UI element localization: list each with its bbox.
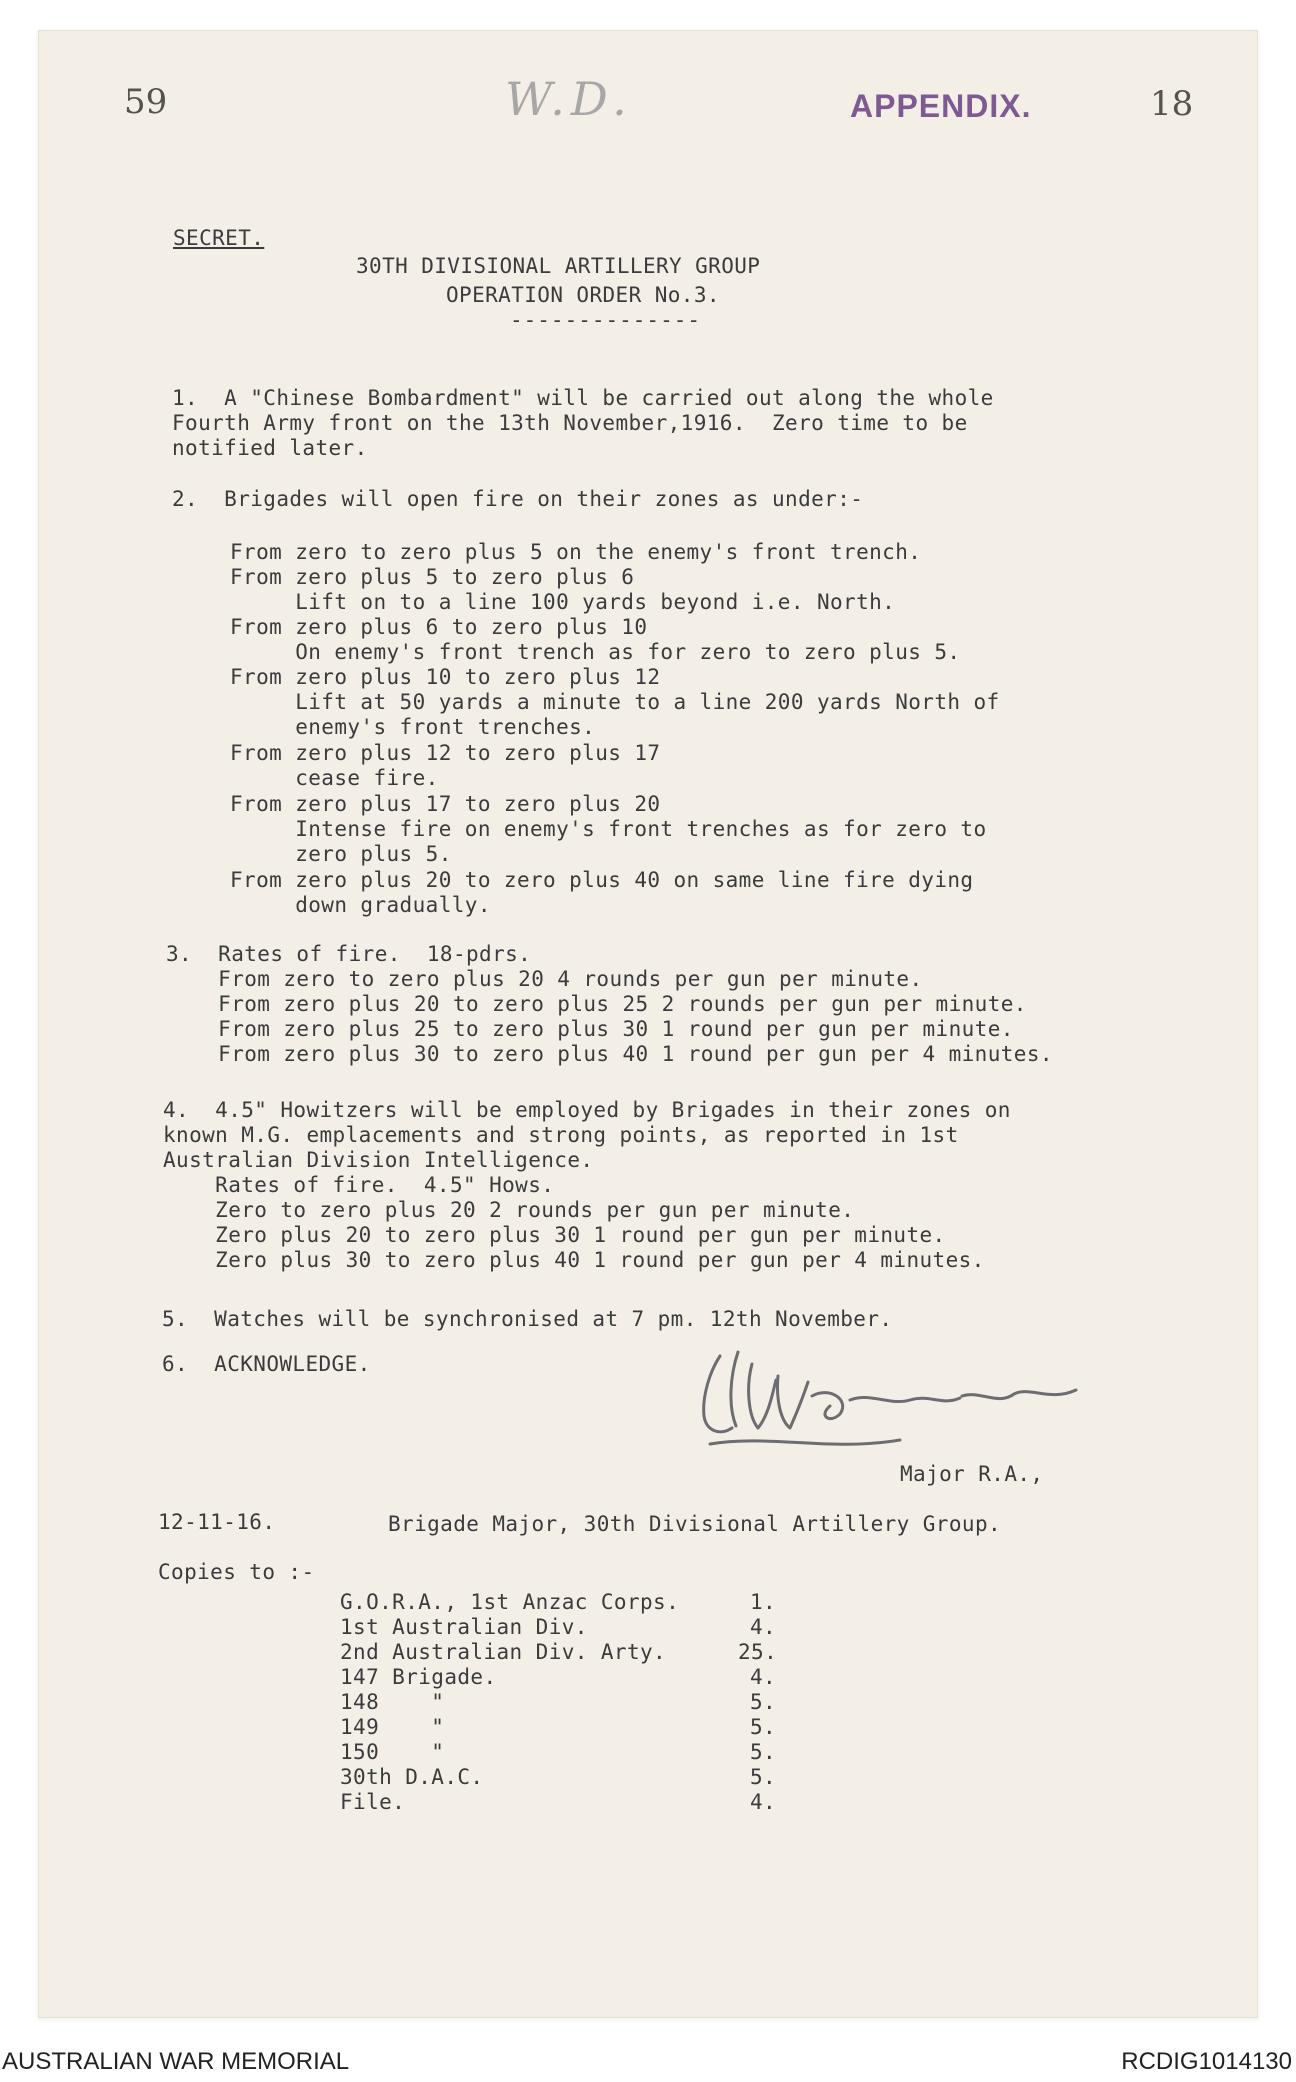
text-line: From zero to zero plus 20 4 rounds per gun per minute.	[166, 967, 923, 991]
document-subtitle: OPERATION ORDER No.3.	[446, 283, 720, 307]
text-line: Australian Division Intelligence.	[163, 1148, 594, 1172]
copy-recipient: 2nd Australian Div. Arty.	[340, 1640, 667, 1664]
document-date: 12-11-16.	[158, 1510, 276, 1534]
copy-count: 5.	[750, 1715, 777, 1739]
text-line: On enemy's front trench as for zero to zero plus 5.	[230, 640, 961, 664]
text-line: Fourth Army front on the 13th November,1916. Zero time to be	[172, 411, 968, 435]
copy-recipient: 150 "	[340, 1740, 445, 1764]
text-line: zero plus 5.	[230, 842, 452, 866]
text-line: Intense fire on enemy's front trenches as for zero to	[230, 817, 987, 841]
text-line: enemy's front trenches.	[230, 715, 596, 739]
text-line: Rates of fire. 4.5" Hows.	[163, 1173, 555, 1197]
signatory-role: Brigade Major, 30th Divisional Artillery Group.	[388, 1512, 1002, 1536]
archive-credit: AUSTRALIAN WAR MEMORIAL	[2, 2048, 350, 2075]
text-line: Zero plus 30 to zero plus 40 1 round per gun per 4 minutes.	[163, 1248, 985, 1272]
copy-count: 4.	[750, 1615, 777, 1639]
text-line: From zero to zero plus 5 on the enemy's front trench.	[230, 540, 922, 564]
text-line: known M.G. emplacements and strong points, as reported in 1st	[163, 1123, 959, 1147]
text-line: Zero plus 20 to zero plus 30 1 round per gun per minute.	[163, 1223, 946, 1247]
text-line: cease fire.	[230, 766, 439, 790]
text-line: notified later.	[172, 436, 368, 460]
classification-label: SECRET.	[173, 226, 265, 250]
text-line: 3. Rates of fire. 18-pdrs.	[166, 942, 532, 966]
handwritten-signature	[680, 1336, 1100, 1456]
copy-count: 5.	[750, 1765, 777, 1789]
text-line: 4. 4.5" Howitzers will be employed by Brigades in their zones on	[163, 1098, 1011, 1122]
text-line: From zero plus 10 to zero plus 12	[230, 665, 661, 689]
text-line: From zero plus 6 to zero plus 10	[230, 615, 648, 639]
copy-count: 5.	[750, 1740, 777, 1764]
copy-recipient: 30th D.A.C.	[340, 1765, 484, 1789]
paragraph-5: 5. Watches will be synchronised at 7 pm. 12th November.	[162, 1307, 893, 1331]
copy-recipient: File.	[340, 1790, 406, 1814]
text-line: From zero plus 12 to zero plus 17	[230, 741, 661, 765]
page-number-left: 59	[124, 82, 168, 122]
text-line: From zero plus 20 to zero plus 40 on same line fire dying	[230, 868, 974, 892]
text-line: From zero plus 20 to zero plus 25 2 rounds per gun per minute.	[166, 992, 1027, 1016]
copy-recipient: G.O.R.A., 1st Anzac Corps.	[340, 1590, 680, 1614]
copy-count: 25.	[738, 1640, 778, 1664]
copy-recipient: 1st Australian Div.	[340, 1615, 588, 1639]
paragraph-6: 6. ACKNOWLEDGE.	[162, 1352, 371, 1376]
text-line: From zero plus 25 to zero plus 30 1 round per gun per minute.	[166, 1017, 1014, 1041]
text-line: down gradually.	[230, 893, 491, 917]
handwritten-annotation: W.D.	[505, 72, 633, 126]
copy-recipient: 149 "	[340, 1715, 445, 1739]
copies-heading: Copies to :-	[158, 1560, 315, 1584]
text-line: 2. Brigades will open fire on their zones as under:-	[172, 487, 864, 511]
appendix-stamp: APPENDIX.	[850, 88, 1032, 124]
copy-count: 1.	[750, 1590, 777, 1614]
signatory-rank: Major R.A.,	[900, 1462, 1044, 1486]
copy-count: 4.	[750, 1665, 777, 1689]
copy-count: 4.	[750, 1790, 777, 1814]
copy-recipient: 147 Brigade.	[340, 1665, 497, 1689]
text-line: Lift at 50 yards a minute to a line 200 yards North of	[230, 690, 1000, 714]
text-line: 1. A "Chinese Bombardment" will be carried out along the whole	[172, 386, 994, 410]
record-id: RCDIG1014130	[1121, 2048, 1292, 2075]
document-title: 30TH DIVISIONAL ARTILLERY GROUP	[356, 254, 761, 278]
text-line: Zero to zero plus 20 2 rounds per gun per minute.	[163, 1198, 855, 1222]
text-line: From zero plus 5 to zero plus 6	[230, 565, 635, 589]
text-line: From zero plus 30 to zero plus 40 1 round per gun per 4 minutes.	[166, 1042, 1053, 1066]
text-line: From zero plus 17 to zero plus 20	[230, 792, 661, 816]
copy-count: 5.	[750, 1690, 777, 1714]
title-rule: --------------	[510, 308, 702, 332]
page-number-right: 18	[1150, 84, 1194, 124]
text-line: Lift on to a line 100 yards beyond i.e. North.	[230, 590, 896, 614]
copy-recipient: 148 "	[340, 1690, 445, 1714]
